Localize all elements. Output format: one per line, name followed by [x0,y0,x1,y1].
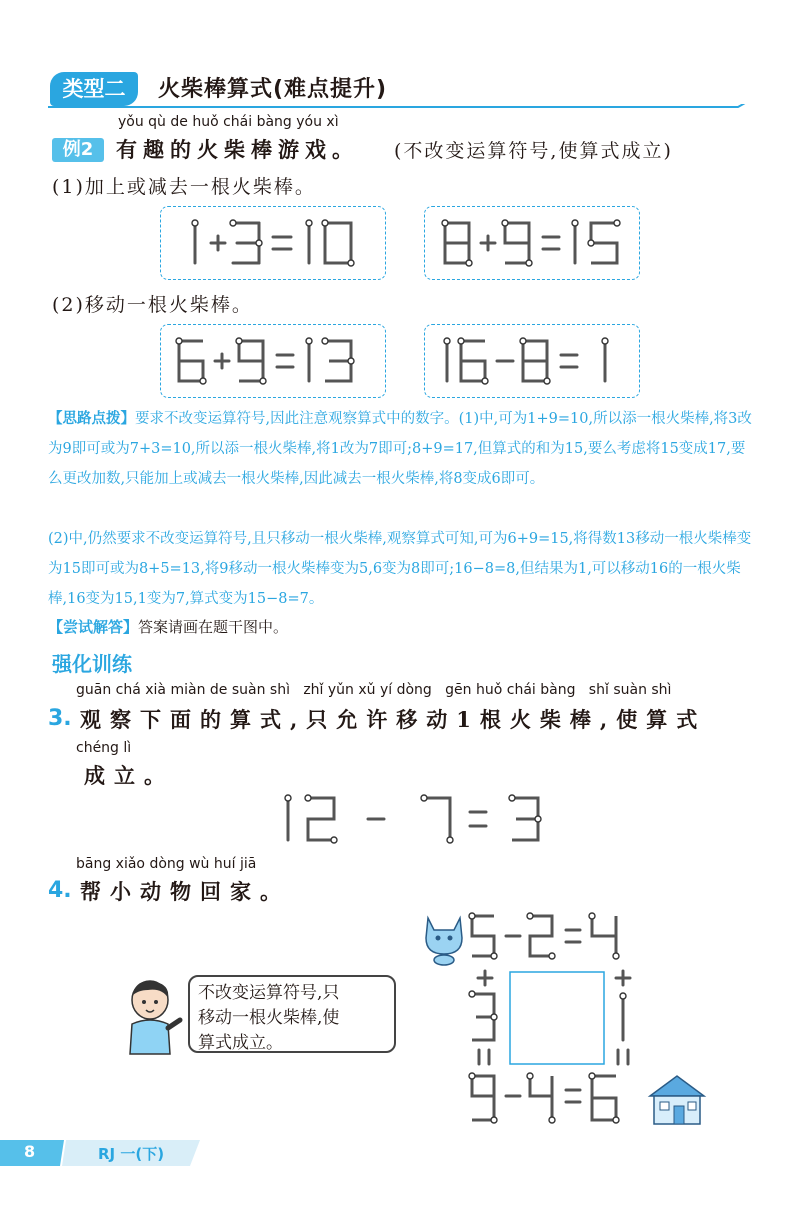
bubble-line-3: 算式成立。 [198,1033,283,1053]
equation-box-2 [424,206,640,280]
q4-text: 帮小动物回家。 [80,879,290,904]
training-heading: 强化训练 [52,652,132,676]
q3-matchstick-equation [276,790,556,850]
speech-bubble [188,975,396,1053]
house-illustration [646,1072,708,1128]
hint-block-2 [48,524,758,614]
q4-pinyin: bāng xiǎo dòng wù huí jiā [76,856,257,872]
example-title: 有趣的火柴棒游戏。 [116,137,359,162]
q3-pinyin2: chéng lì [76,740,132,756]
equation-box-1 [160,206,386,280]
equation-box-3 [160,324,386,398]
matchstick-equation-1 [161,207,385,279]
edition-label: RJ 一(下) [98,1145,165,1163]
equation-box-4 [424,324,640,398]
part1-text: (1)加上或减去一根火柴棒。 [52,176,316,198]
page-number: 8 [24,1142,36,1161]
q4-matchstick-puzzle [466,908,656,1130]
hint-paragraph-2: (2)中,仍然要求不改变运算符号,且只移动一根火柴棒,观察算式可知,可为6+9=15,将得数13移动一根火柴棒变为15即可或为8+5=13,将9移动一根火柴棒变为5,6变为8即可;16−8=8,但结果为1,可以移动16的一根火柴棒,16变为15,1变为7,算式变为15−8=7。 [48,531,752,607]
cat-illustration [420,910,468,966]
matchstick-equation-3 [161,325,385,397]
hint-paragraph-1: 要求不改变运算符号,因此注意观察算式中的数字。(1)中,可为1+9=10,所以添一根火柴棒,将3改为9即可或为7+3=10,所以添一根火柴棒,将1改为7即可;8+9=17,但算式的和为15,要么考虑将15变成17,要么更改加数,只能加上或减去一根火柴棒,因此减去一根火柴棒,将8变成6即可。 [48,411,752,487]
q3-number: 3. [48,706,72,731]
example-tag: 例2 [52,138,104,162]
part2-text: (2)移动一根火柴棒。 [52,294,253,316]
example-pinyin: yǒu qù de huǒ chái bàng yóu xì [118,114,339,130]
example-note: (不改变运算符号,使算式成立) [394,140,673,162]
hint-label: 【思路点拨】 [48,410,135,427]
q3-text2: 成立。 [84,763,174,788]
section-title: 火柴棒算式(难点提升) [158,77,388,102]
bubble-line-2: 移动一根火柴棒,使 [198,1008,340,1028]
answer-text: 答案请画在题干图中。 [138,618,289,636]
matchstick-equation-4 [425,325,639,397]
q3-text: 观察下面的算式,只允许移动1根火柴棒,使算式 [80,707,707,732]
answer-label: 【尝试解答】 [48,618,139,636]
type-tag: 类型二 [50,72,138,106]
bubble-line-1: 不改变运算符号,只 [198,983,340,1003]
matchstick-equation-2 [425,207,639,279]
q4-number: 4. [48,878,72,903]
hint-block [48,404,758,494]
header-underline [48,104,758,112]
boy-illustration [118,978,188,1058]
q3-pinyin: guān chá xià miàn de suàn shì zhǐ yǔn xǔ yí dòng gēn huǒ chái bàng shǐ suàn shì [76,682,672,698]
answer-block [48,616,288,637]
